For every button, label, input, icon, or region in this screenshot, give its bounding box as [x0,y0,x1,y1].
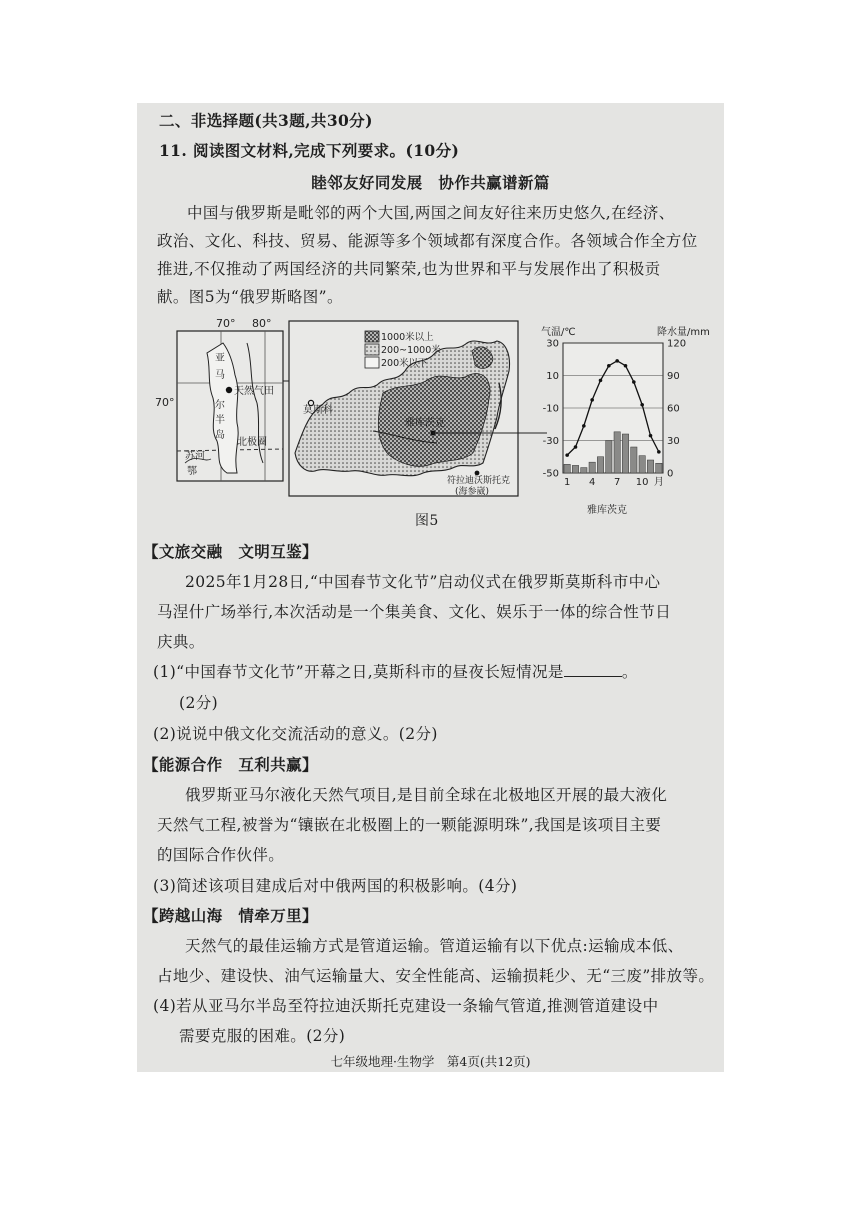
question-1-text: (1)“中国春节文化节”开幕之日,莫斯科市的昼夜长短情况是 [153,663,564,681]
question-3: (3)简述该项目建成后对中俄两国的积极影响。(4分) [153,877,518,895]
section-header: 【文旅交融 文明互鉴】 [143,542,318,561]
article-line: 政治、文化、科技、贸易、能源等多个领域都有深度合作。各领域合作全方位 [157,232,698,250]
y-left-label: 气温/℃ [541,327,576,338]
precipitation-bar [589,462,595,473]
x-tick-label: 1 [563,477,571,488]
section-header: 【跨越山海 情牵万里】 [143,906,318,925]
article-line: 推进,不仅推动了两国经济的共同繁荣,也为世界和平与发展作出了积极贡 [157,260,661,278]
section-line: 天然气工程,被誉为“镶嵌在北极圈上的一颗能源明珠”,我国是该项目主要 [157,816,662,834]
temperature-point [615,359,619,363]
temperature-point [599,379,603,383]
gas-field-label: 天然气田 [234,386,274,397]
vladivostok-alt-label: (海参崴) [455,487,490,497]
article-line: 中国与俄罗斯是毗邻的两个大国,两国之间友好往来历史悠久,在经济、 [187,204,675,222]
temperature-point [574,445,578,449]
peninsula-char: 马 [215,370,225,381]
section-title: 二、非选择题(共3题,共30分) [159,111,373,130]
y-left-tick-label: -10 [542,403,559,415]
legend-label: 1000米以上 [381,332,434,343]
precipitation-bar [572,465,578,473]
section-line: 俄罗斯亚马尔液化天然气项目,是目前全球在北极地区开展的最大液化 [185,786,668,804]
question-4-cont: 需要克服的困难。(2分) [179,1027,346,1045]
y-left-tick-label: 10 [546,371,559,382]
answer-blank[interactable] [564,662,622,677]
yakutsk-label: 雅库茨克 [405,418,445,429]
x-tick-label: 10 [635,477,649,488]
legend-swatch-mid [365,344,379,355]
temperature-point [649,434,653,438]
precipitation-bar [606,441,612,474]
section-line: 2025年1月28日,“中国春节文化节”启动仪式在俄罗斯莫斯科市中心 [185,573,661,591]
y-right-tick-label: 30 [667,436,680,447]
figure-5 [137,313,724,523]
y-right-tick-label: 0 [667,468,674,480]
russia-map [289,321,547,497]
vladivostok-label: 符拉迪沃斯托克 [447,476,511,486]
temperature-point [565,453,569,457]
temperature-point [640,403,644,407]
place-label: 鄂 [187,466,197,477]
precipitation-bar [564,464,570,473]
y-left-tick-label: 30 [546,338,559,350]
section-header: 【能源合作 互利共赢】 [143,755,318,774]
question-1-score: (2分) [179,694,219,712]
article-title: 睦邻友好同发展 协作共赢谱新篇 [311,173,550,192]
precipitation-bar [647,460,653,473]
legend-label: 200米以下 [381,358,428,369]
place-label: 苏河 [185,451,205,462]
question-1-end: 。 [621,663,638,681]
temperature-point [582,424,586,428]
y-right-tick-label: 90 [667,371,680,382]
moscow-label: 莫斯科 [303,405,333,416]
temperature-point [607,364,611,368]
y-left-tick-label: -30 [542,436,559,447]
section-line: 马涅什广场举行,本次活动是一个集美食、文化、娱乐于一体的综合性节日 [157,603,672,621]
climate-chart [541,325,710,516]
lon-label: 80° [252,317,272,330]
temperature-point [657,450,661,454]
article-line: 献。图5为“俄罗斯略图”。 [157,288,343,306]
legend-label: 200~1000米 [381,345,441,356]
lat-label: 70° [155,396,175,409]
question-2: (2)说说中俄文化交流活动的意义。(2分) [153,725,438,743]
y-right-label: 降水量/mm [657,327,710,338]
temperature-point [632,380,636,384]
y-left-tick-label: -50 [542,468,559,480]
precipitation-bar [656,463,662,473]
temperature-point [624,364,628,368]
question-4: (4)若从亚马尔半岛至符拉迪沃斯托克建设一条输气管道,推测管道建设中 [153,997,659,1015]
legend-swatch-low [365,357,379,368]
legend-swatch-high [365,331,379,342]
vladivostok-marker [475,471,480,476]
lon-label: 70° [216,317,236,330]
figure-caption: 图5 [415,513,439,529]
question-intro: 11. 阅读图文材料,完成下列要求。(10分) [159,141,460,160]
x-tick-label: 月 [653,477,664,488]
arctic-circle-label: 北极圈 [237,437,267,448]
temperature-point [590,398,594,402]
question-1 [153,660,638,682]
page-footer: 七年级地理·生物学 第4页(共12页) [330,1054,531,1069]
exam-page [137,103,724,1072]
precipitation-bar [581,468,587,473]
y-right-tick-label: 120 [667,338,687,350]
precipitation-bar [597,457,603,473]
peninsula-char: 亚 [215,353,225,364]
x-label: 雅库茨克 [587,505,627,516]
precipitation-bar [614,432,620,473]
section-line: 庆典。 [157,633,205,651]
precipitation-bar [639,456,645,473]
section-line: 天然气的最佳运输方式是管道运输。管道运输有以下优点:运输成本低、 [185,937,684,955]
section-line: 占地少、建设快、油气运输量大、安全性能高、运输损耗少、无“三废”排放等。 [157,967,715,985]
x-tick-label: 7 [613,477,621,488]
x-tick-label: 4 [588,477,596,488]
peninsula-char: 尔 [215,400,225,411]
precipitation-bar [631,447,637,473]
inset-map [155,317,289,481]
peninsula-char: 半 [215,415,225,426]
gas-field-marker [226,387,232,393]
y-right-tick-label: 60 [667,403,680,415]
precipitation-bar [622,434,628,473]
section-line: 的国际合作伙伴。 [157,846,285,864]
peninsula-char: 岛 [215,430,225,441]
